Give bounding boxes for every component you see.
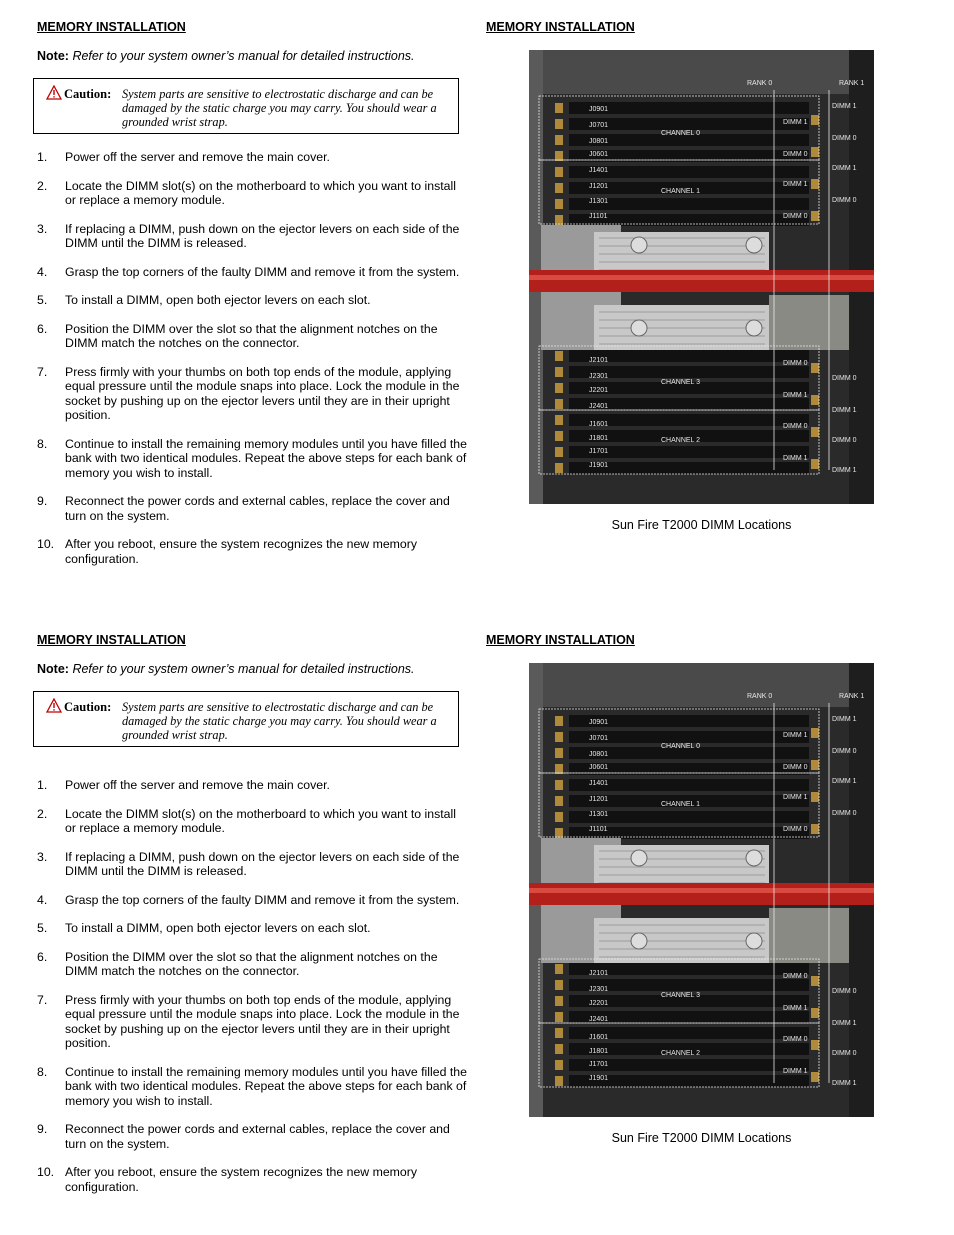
- slot-label: J2201: [589, 1000, 609, 1007]
- slot-label: J1401: [589, 167, 609, 174]
- slot-label: J2201: [589, 387, 609, 394]
- note-text: Refer to your system owner’s manual for detailed instructions.: [72, 49, 415, 63]
- step: [37, 437, 469, 481]
- step-text: Position the DIMM over the slot so that the alignment notches on the DIMM match the notches on the connector.: [65, 949, 438, 978]
- dimm-label: DIMM 0: [832, 437, 857, 444]
- step: [37, 150, 469, 165]
- channel0-label: CHANNEL 0: [661, 130, 701, 137]
- step-number: 1.: [37, 150, 48, 164]
- dimm-label: DIMM 1: [783, 455, 808, 462]
- slot-label: J0901: [589, 719, 609, 726]
- step-text: Continue to install the remaining memory modules until you have filled the bank with two identical modules. Repeat the above steps for each bank of memory you wish to install.: [65, 436, 467, 480]
- dimm-label: DIMM 1: [783, 119, 808, 126]
- photo-caption: Sun Fire T2000 DIMM Locations: [611, 518, 792, 532]
- step-number: 3.: [37, 221, 48, 236]
- instruction-page-bottom: [0, 613, 954, 1226]
- channel2-label: CHANNEL 2: [661, 1050, 701, 1057]
- step: [37, 494, 469, 523]
- slot-label: J2301: [589, 373, 609, 380]
- dimm-label: DIMM 1: [832, 1080, 857, 1087]
- dimm-label: DIMM 0: [783, 826, 808, 833]
- step-text: Press firmly with your thumbs on both top ends of the module, applying equal pressure until the module snaps into place. Lock the module in the socket by pushing up on the ejector levers until they are in their upright position.: [65, 364, 460, 422]
- dimm-label: DIMM 0: [832, 135, 857, 142]
- dimm-label: DIMM 0: [783, 151, 808, 158]
- left-heading: MEMORY INSTALLATION: [37, 633, 186, 647]
- dimm-label: DIMM 1: [783, 181, 808, 188]
- step: [37, 993, 469, 1051]
- dimm-label: DIMM 1: [783, 1068, 808, 1075]
- slot-label: J1901: [589, 1075, 609, 1082]
- slot-label: J0701: [589, 122, 609, 129]
- slot-label: J0801: [589, 138, 609, 145]
- slot-label: J1201: [589, 183, 609, 190]
- steps-list: [37, 150, 469, 580]
- channel2-label: CHANNEL 2: [661, 437, 701, 444]
- step-text: Power off the server and remove the main cover.: [65, 150, 330, 164]
- rank0-label: RANK 0: [747, 693, 773, 700]
- slot-label: J1301: [589, 198, 609, 205]
- dimm-label: DIMM 1: [832, 778, 857, 785]
- dimm-label: DIMM 1: [832, 407, 857, 414]
- step-text: To install a DIMM, open both ejector levers on each slot.: [65, 293, 371, 307]
- slot-label: J0701: [589, 735, 609, 742]
- dimm-label: DIMM 0: [783, 360, 808, 367]
- step: [37, 921, 469, 936]
- dimm-label: DIMM 0: [832, 375, 857, 382]
- slot-label: J2401: [589, 403, 609, 410]
- step-number: 8.: [37, 436, 48, 451]
- dimm-label: DIMM 1: [783, 1005, 808, 1012]
- dimm-label: DIMM 0: [832, 810, 857, 817]
- dimm-label: DIMM 1: [832, 165, 857, 172]
- step-number: 4.: [37, 264, 48, 279]
- step: [37, 1165, 469, 1194]
- slot-label: J2401: [589, 1016, 609, 1023]
- step: [37, 293, 469, 308]
- step-text: Grasp the top corners of the faulty DIMM and remove it from the system.: [65, 264, 460, 279]
- dimm-location-photo: [529, 50, 874, 504]
- left-heading: MEMORY INSTALLATION: [37, 20, 186, 34]
- step-number: 4.: [37, 892, 48, 907]
- step: [37, 265, 469, 280]
- step-text: After you reboot, ensure the system recognizes the new memory configuration.: [65, 537, 417, 566]
- dimm-label: DIMM 0: [783, 1036, 808, 1043]
- caution-box: [33, 691, 459, 747]
- step-text: If replacing a DIMM, push down on the ejector levers on each side of the DIMM until the DIMM is released.: [65, 221, 460, 250]
- step-number: 10.: [37, 537, 55, 551]
- warning-triangle-icon: [46, 85, 62, 100]
- step: [37, 1122, 469, 1151]
- dimm-label: DIMM 0: [832, 197, 857, 204]
- dimm-label: DIMM 1: [832, 467, 857, 474]
- rank1-label: RANK 1: [839, 693, 865, 700]
- note-label: Note:: [37, 662, 69, 676]
- step-text: Reconnect the power cords and external cables, replace the cover and turn on the system.: [65, 1122, 450, 1151]
- step-number: 7.: [37, 992, 48, 1007]
- step-text: After you reboot, ensure the system recognizes the new memory configuration.: [65, 1165, 417, 1194]
- dimm-label: DIMM 1: [832, 103, 857, 110]
- step-number: 3.: [37, 849, 48, 864]
- step-number: 9.: [37, 494, 48, 508]
- dimm-label: DIMM 0: [832, 748, 857, 755]
- instruction-page-top: [0, 0, 954, 613]
- right-heading: MEMORY INSTALLATION: [486, 633, 635, 647]
- step-text: To install a DIMM, open both ejector levers on each slot.: [65, 921, 371, 935]
- step-text: Locate the DIMM slot(s) on the motherboard to which you want to install or replace a memory module.: [65, 178, 456, 207]
- dimm-label: DIMM 1: [783, 392, 808, 399]
- step-number: 5.: [37, 293, 48, 307]
- dimm-label: DIMM 0: [783, 973, 808, 980]
- step-text: Locate the DIMM slot(s) on the motherboard to which you want to install or replace a memory module.: [65, 806, 456, 835]
- step-number: 5.: [37, 921, 48, 935]
- slot-label: J0801: [589, 751, 609, 758]
- slot-label: J2301: [589, 986, 609, 993]
- step-text: Continue to install the remaining memory modules until you have filled the bank with two identical modules. Repeat the above steps for each bank of memory you wish to install.: [65, 1064, 467, 1108]
- dimm-label: DIMM 1: [783, 794, 808, 801]
- step-text: Press firmly with your thumbs on both top ends of the module, applying equal pressure until the module snaps into place. Lock the module in the socket by pushing up on the ejector levers until they are in their upright position.: [65, 992, 460, 1050]
- step: [37, 850, 469, 879]
- dimm-label: DIMM 1: [832, 716, 857, 723]
- step: [37, 179, 469, 208]
- caution-text: System parts are sensitive to electrostatic discharge and can be damaged by the static charge you may carry. You should wear a grounded wrist strap.: [122, 87, 437, 129]
- right-heading: MEMORY INSTALLATION: [486, 20, 635, 34]
- rank0-label: RANK 0: [747, 80, 773, 87]
- caution-box: [33, 78, 459, 134]
- channel1-label: CHANNEL 1: [661, 801, 701, 808]
- dimm-location-photo: [529, 663, 874, 1117]
- rank1-label: RANK 1: [839, 80, 865, 87]
- slot-label: J1901: [589, 462, 609, 469]
- caution-label: Caution:: [64, 700, 112, 714]
- note: [37, 662, 415, 676]
- slot-label: J1801: [589, 435, 609, 442]
- caution-label: Caution:: [64, 87, 112, 101]
- step-number: 8.: [37, 1064, 48, 1079]
- slot-label: J0601: [589, 764, 609, 771]
- note-text: Refer to your system owner’s manual for detailed instructions.: [72, 662, 415, 676]
- slot-label: J0601: [589, 151, 609, 158]
- step-number: 6.: [37, 321, 48, 336]
- step-number: 7.: [37, 364, 48, 379]
- dimm-label: DIMM 0: [783, 213, 808, 220]
- note: [37, 49, 415, 63]
- slot-label: J1301: [589, 811, 609, 818]
- slot-label: J1601: [589, 1034, 609, 1041]
- step-number: 1.: [37, 778, 48, 792]
- steps-list: [37, 778, 469, 1208]
- step: [37, 1065, 469, 1109]
- slot-label: J1101: [589, 826, 608, 833]
- photo-caption: Sun Fire T2000 DIMM Locations: [611, 1131, 792, 1145]
- step: [37, 807, 469, 836]
- step: [37, 950, 469, 979]
- step-text: Reconnect the power cords and external cables, replace the cover and turn on the system.: [65, 494, 450, 523]
- step-text: Grasp the top corners of the faulty DIMM and remove it from the system.: [65, 892, 460, 907]
- slot-label: J1101: [589, 213, 608, 220]
- channel3-label: CHANNEL 3: [661, 379, 701, 386]
- step: [37, 893, 469, 908]
- dimm-label: DIMM 1: [783, 732, 808, 739]
- step-number: 2.: [37, 178, 48, 193]
- step-number: 2.: [37, 806, 48, 821]
- step: [37, 537, 469, 566]
- dimm-label: DIMM 1: [832, 1020, 857, 1027]
- slot-label: J2101: [589, 357, 609, 364]
- slot-label: J1201: [589, 796, 609, 803]
- dimm-label: DIMM 0: [832, 1050, 857, 1057]
- step-number: 10.: [37, 1165, 55, 1179]
- step: [37, 778, 469, 793]
- slot-label: J0901: [589, 106, 609, 113]
- channel0-label: CHANNEL 0: [661, 743, 701, 750]
- channel1-label: CHANNEL 1: [661, 188, 701, 195]
- step: [37, 222, 469, 251]
- step-text: Power off the server and remove the main cover.: [65, 778, 330, 792]
- step-number: 6.: [37, 949, 48, 964]
- dimm-label: DIMM 0: [783, 423, 808, 430]
- slot-label: J1601: [589, 421, 609, 428]
- slot-label: J1701: [589, 1061, 609, 1068]
- slot-label: J1801: [589, 1048, 609, 1055]
- step: [37, 365, 469, 423]
- slot-label: J1701: [589, 448, 609, 455]
- note-label: Note:: [37, 49, 69, 63]
- caution-text: System parts are sensitive to electrostatic discharge and can be damaged by the static charge you may carry. You should wear a grounded wrist strap.: [122, 700, 437, 742]
- slot-label: J1401: [589, 780, 609, 787]
- dimm-label: DIMM 0: [832, 988, 857, 995]
- channel3-label: CHANNEL 3: [661, 992, 701, 999]
- step: [37, 322, 469, 351]
- step-text: If replacing a DIMM, push down on the ejector levers on each side of the DIMM until the DIMM is released.: [65, 849, 460, 878]
- step-number: 9.: [37, 1122, 48, 1136]
- step-text: Position the DIMM over the slot so that the alignment notches on the DIMM match the notches on the connector.: [65, 321, 438, 350]
- dimm-label: DIMM 0: [783, 764, 808, 771]
- warning-triangle-icon: [46, 698, 62, 713]
- slot-label: J2101: [589, 970, 609, 977]
